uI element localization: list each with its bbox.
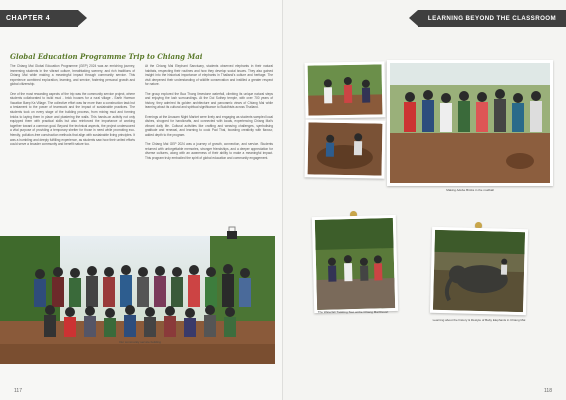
article-title: Global Education Programme Trip to Chiang Mai (10, 52, 203, 61)
body-column-2: At the Chiang Mai Elephant Sanctuary, students observed elephants in their natural habitats, respecting their routines and how they develop social issues. They also gained insight into the historical importance of elephants in Thailand's culture and heritage. The visit deepened their understanding of wildlife conservation and instilled a greater respect for nature. The group explored the Bua Thong limestone waterfall, climbing its unique natural steps and enjoying the lush surroundings. At the Doi Suthep temple, with over 700 years of history, they admired its golden architecture and panoramic views of Chiang Mai while learning about its cultural and spiritual significance to Buddhists across Thailand. Evenings at the Anusarn Night Market were lively and engaging as students sampled local dishes, shopped for handicrafts, and connected with locals, experiencing Chiang Mai's vibrant daily life. Cultural activities like crafting and weaving challenges, symbolising gratitude and renewal, and learning to cook Pad Thai, boosting creativity with flavour, added depth to the program. The Chiang Mai GEP 2024 was a journey of growth, connection, and service. Students returned with unforgettable memories, stronger friendships, and a deeper appreciation for diverse cultures, along with an awareness of their ability to make a meaningful impact. This program truly embodied the spirit of global education and community engagement. (145, 64, 273, 160)
elephant-caption: Learning about the history & lifestyle of Baby Elephants in Chiang Mai (432, 318, 526, 322)
page-number-right: 118 (544, 388, 552, 394)
right-page (283, 0, 566, 400)
chapter-label: CHAPTER 4 (0, 10, 78, 27)
waterfall-trek-photo (312, 215, 398, 313)
hike-caption: The Waterfall Trekking Tour at the Chiang Mai Resort (317, 310, 389, 314)
adobe-bricks-photo (387, 60, 553, 186)
group-photo-caption: Our community service building (119, 340, 161, 344)
body-column-1: The Chiang Mai Global Education Programme (GEP) 2024 was an enriching journey, immersing students in the vibrant culture, breathtaking scenery, and rich traditions of Chiang Mai while making a meaningful impact through community service. This experience combined exploration, learning, and service, fostering personal growth and global citizenship. One of the most rewarding aspects of the trip was the community service project, where students collaborated to build mud - brick houses for a rural village - Earth Harmon Vacation Baep Ka Village. The collective effort was far more than a construction task but a testament to the power of teamwork and the impact of sustainable practices. The students took on every stage of the building process, from mixing mud and forming bricks to laying them in place and plastering the walls. This hands-on activity not only equipped them with practical skills but also reinforced the importance of working together toward a common goal. Beyond the technical aspects, the project underscored a vital purpose of providing a temporary shelter for those in need while promoting eco-friendly, pollution-free construction methods that align with sustainable living principles. It was a humbling and deeply fulfilling experience, as students saw how their united efforts could serve a broader community and benefit nature too. (10, 64, 135, 147)
section-header: LEARNING BEYOND THE CLASSROOM (418, 10, 566, 27)
elephant-photo (430, 227, 528, 315)
page-number-left: 117 (14, 388, 22, 394)
group-photo (0, 236, 275, 364)
bricks-caption: Making Adobe Bricks in the mudball (446, 188, 494, 192)
mud-photo-2 (304, 119, 385, 178)
mud-photo-1 (305, 61, 386, 118)
binder-clip-icon (226, 226, 238, 240)
